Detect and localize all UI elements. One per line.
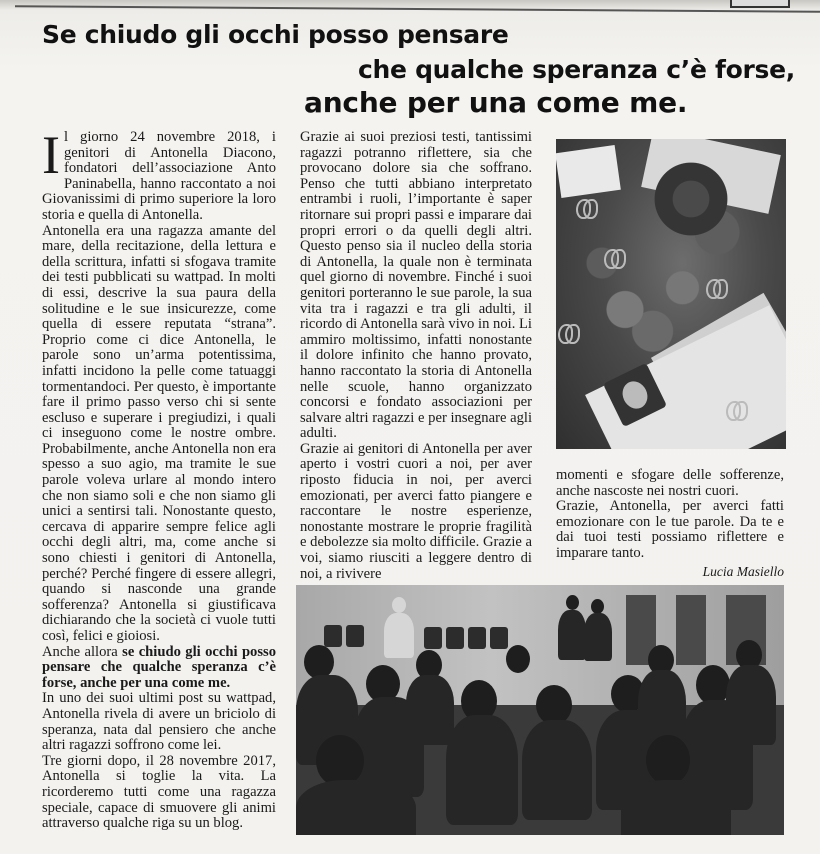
paragraph-quote <box>42 645 276 692</box>
photo-chair <box>346 625 364 647</box>
photo-chair <box>324 625 342 647</box>
photo-person <box>406 675 454 745</box>
photo-door <box>676 595 706 665</box>
photo-person <box>696 665 730 705</box>
photo-person <box>296 780 416 835</box>
paragraph: Antonella era una ragazza amante del mare, della recitazione, della lettura e della scrittura, infatti si sfogava tramite dei testi pubblicati su wattpad. In molti di essi, descrive la sua paura della solitudine e le sue insicurezze, come quella di essere reputata “strana”. Proprio come ci dice Antonella, le parole sono un’arma potentissima, infatti incidono la pelle come tatuaggi tormentandoci. Per questo, è importante fare il primo passo verso chi si sente escluso e superare i pregiudizi, i quali ci inseguono come le nostre ombre. Probabilmente, anche Antonella non era spesso a suo agio, ma tramite le sue parole voleva urlare al mondo intero che non siamo soli e che non siamo gli unici a sentirsi tali. Nonostante questo, cercava di apparire sempre felice agli occhi degli altri, ma, come anche si sono chiesti i genitori di Antonella, perché? Perché fingere di essere allegri, quando si nasconde una grande sofferenza? Antonella si giustificava dichiarando che la società ci vuole tutti così, felici e gioiosi. <box>42 222 276 644</box>
photo-person <box>591 599 604 614</box>
article-column-1 <box>42 125 277 832</box>
photo-chair <box>424 627 442 649</box>
quote-lead: Anche allora <box>42 643 123 660</box>
photo-audience <box>296 585 784 835</box>
photo-table-materials <box>556 139 786 449</box>
photo-paper <box>556 145 621 198</box>
photo-person <box>392 597 406 613</box>
drop-cap: I <box>42 125 60 185</box>
butterfly-icon <box>558 324 580 340</box>
photo-person <box>726 665 776 745</box>
paragraph: momenti e sfogare delle sofferenze, anche nascoste nei nostri cuori. <box>556 467 784 499</box>
photo-chair <box>468 627 486 649</box>
photo-person <box>584 613 612 661</box>
headline-line-3: anche per una come me. <box>304 86 688 119</box>
photo-person <box>506 645 530 673</box>
photo-person <box>536 685 572 725</box>
butterfly-icon <box>604 249 626 265</box>
photo-chair <box>490 627 508 649</box>
paragraph: Grazie ai genitori di Antonella per aver aperto i vostri cuori a noi, per aver riposto fiducia in noi, per averci emozionati, per averci fatto piangere e raccontare le nostre esperienze, nonostante mostrare le proprie fragilità e debolezze sia molto difficile. Grazie a voi, siamo riusciti a leggere dentro di noi, a rivivere <box>300 440 532 582</box>
photo-person <box>646 735 690 785</box>
paragraph: Tre giorni dopo, il 28 novembre 2017, Antonella si toglie la vita. La ricorderemo tutti come una ragazza speciale, capace di smuovere gli animi attraverso qualche riga su un blog. <box>42 752 276 832</box>
paragraph: Grazie, Antonella, per averci fatti emozionare con le tue parole. Da te e dai tuoi testi possiamo riflettere e imparare tanto. <box>556 498 784 561</box>
headline-line-2: che qualche speranza c’è forse, <box>358 55 795 84</box>
quote-bold: se chiudo gli occhi posso pensare che qualche speranza c’è forse, anche per una come me. <box>42 643 277 691</box>
corner-box <box>730 0 790 8</box>
photo-tree-decoration <box>651 154 731 244</box>
photo-person <box>304 645 334 679</box>
paragraph-text: l giorno 24 novembre 2018, i genitori di Antonella Diacono, fondatori dell’associazione Anto Paninabella, hanno raccontato a noi Giovanissimi di primo superiore la loro storia e quella di Antonella. <box>42 129 276 223</box>
article-column-2 <box>300 130 532 582</box>
paragraph: In uno dei suoi ultimi post su wattpad, Antonella rivela di avere un briciolo di speranza, nata dal pensiero che anche altri ragazzi soffrono come lei. <box>42 690 276 754</box>
paragraph: Grazie ai suoi preziosi testi, tantissimi ragazzi potranno riflettere, sia che provocano dolore sia che soffrano. Penso che tutti abbiano interpretato entrambi i ruoli, l’importante è saper ritornare sui propri passi e imparare dai propri errori o da quelli degli altri. Questo penso sia il nucleo della storia di Antonella, la quale non è terminata quel giorno di novembre. Finché i suoi genitori porteranno le sue parole, la sua vita tra i ragazzi e tra gli adulti, il ricordo di Antonella sarà vivo in noi. Li ammiro moltissimo, infatti nonostante il dolore infinito che hanno provato, hanno raccontato la storia di Antonella nelle scuole, hanno organizzato concorsi e fondato associazioni per salvare altri ragazzi e per insegnare agli adulti. <box>300 129 532 442</box>
photo-person <box>522 720 592 820</box>
butterfly-icon <box>576 199 598 215</box>
photo-person <box>384 613 414 658</box>
photo-person <box>558 610 586 660</box>
photo-person <box>621 780 731 835</box>
photo-chair <box>446 627 464 649</box>
photo-person <box>566 595 579 610</box>
paragraph <box>42 125 276 224</box>
photo-person <box>446 715 518 825</box>
headline-line-1: Se chiudo gli occhi posso pensare <box>42 20 509 49</box>
butterfly-icon <box>726 401 748 417</box>
article-column-3 <box>556 468 784 562</box>
author-signature: Lucia Masiello <box>702 564 784 579</box>
butterfly-icon <box>706 279 728 295</box>
